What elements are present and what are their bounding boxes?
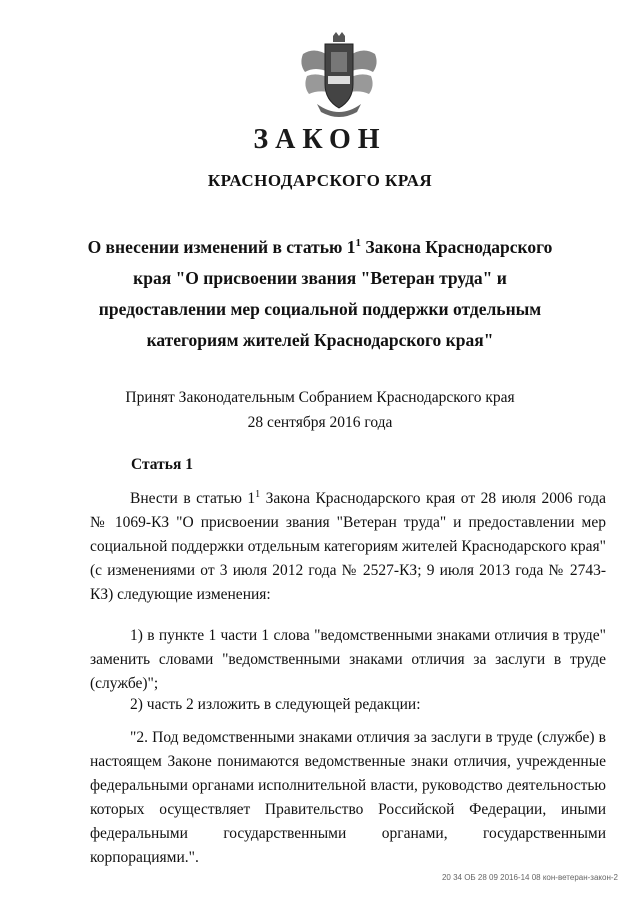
region-name: КРАСНОДАРСКОГО КРАЯ (207, 171, 433, 190)
title-superscript: 1 (355, 237, 362, 249)
amendment-item-1: 1) в пункте 1 части 1 слова "ведомственными знаками отличия в труде" заменить словами "ведомственными знаками отличия за заслуги в труде (службе)"; (90, 627, 606, 692)
adoption-info (0, 385, 640, 435)
article-heading: Статья 1 (131, 456, 193, 473)
adoption-line: Принят Законодательным Собранием Краснодарского края (125, 389, 515, 406)
footer-file-reference: 20 34 ОБ 28 09 2016-14 08 кон-ветеран-закон-2 (441, 873, 618, 882)
intro-text-start: Внести в статью 1 (130, 490, 256, 508)
coat-of-arms-emblem (295, 32, 383, 118)
intro-text-end: Закона Краснодарского края от 28 июля 2006 года № 1069-КЗ "О присвоении звания "Ветеран труда" и предоставлении мер социальной поддержки отдельным категориям жителей Краснодарского края" (с изменениями от 3 июля 2012 года № 2527-КЗ; 9 июля 2013 года № 2743-КЗ) следующие изменения: (90, 490, 606, 604)
adoption-date: 28 сентября 2016 года (247, 414, 393, 431)
title-text-end: Закона Краснодарского края "О присвоении звания "Ветеран труда" и предоставлении мер социальной поддержки отдельным категориям жителей Краснодарского края" (98, 236, 553, 350)
law-title: ЗАКОН (253, 124, 387, 155)
document-title (80, 228, 560, 356)
amendment-item-2-text: "2. Под ведомственными знаками отличия за заслуги в труде (службе) в настоящем Законе понимаются ведомственные знаки отличия, учрежденные федеральными органами исполнительной власти, руководство деятельностью которых осуществляет Правительство Российской Федерации, иными федеральными государственными органами, государственными корпорациями.". (90, 729, 606, 866)
title-text-start: О внесении изменений в статью 1 (87, 236, 356, 257)
intro-superscript: 1 (255, 489, 261, 500)
amendment-item-2: 2) часть 2 изложить в следующей редакции: (130, 696, 421, 713)
article-intro-paragraph (90, 483, 606, 607)
